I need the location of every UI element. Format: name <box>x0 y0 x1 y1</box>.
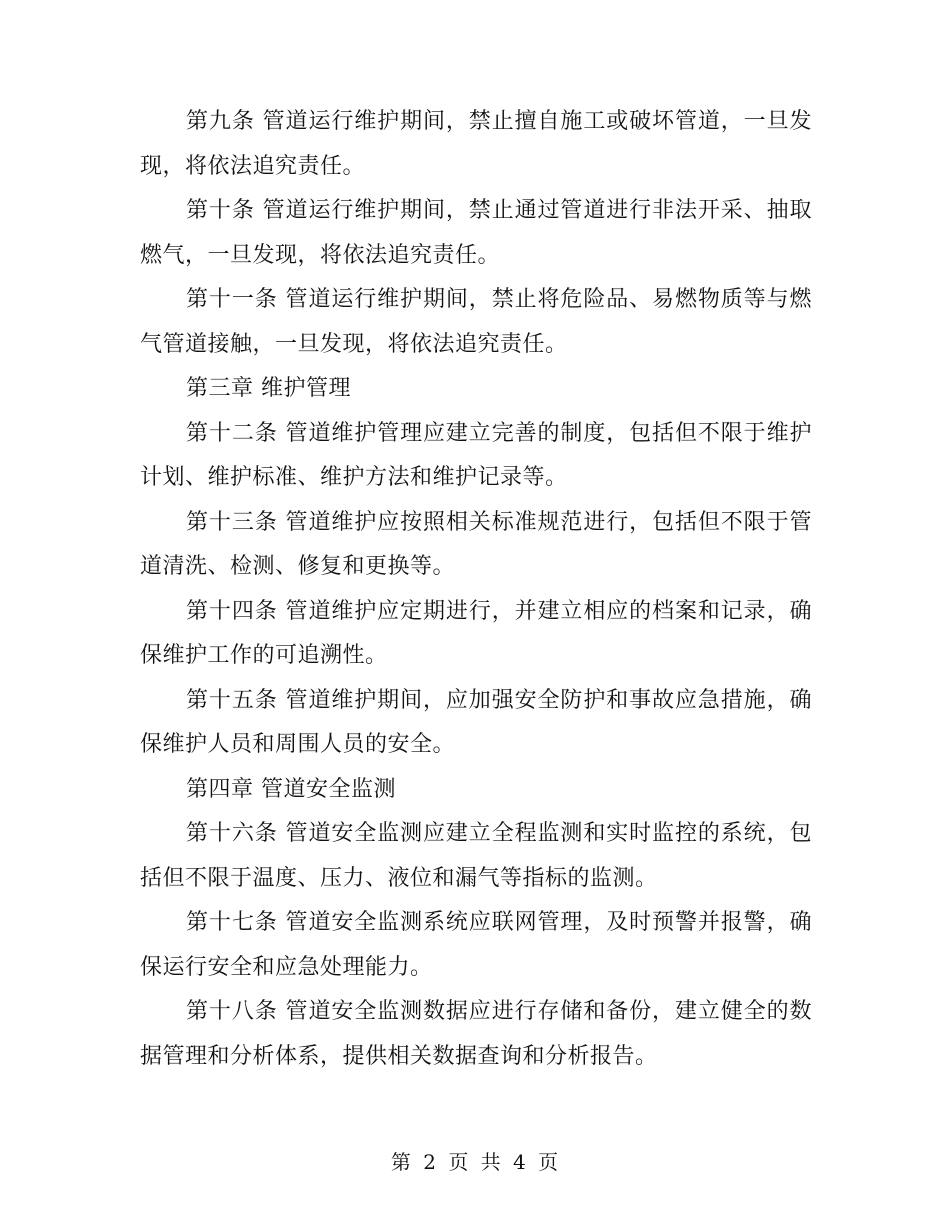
article-17: 第十七条 管道安全监测系统应联网管理，及时预警并报警，确保运行安全和应急处理能力。 <box>140 910 812 980</box>
article-16: 第十六条 管道安全监测应建立全程监测和实时监控的系统，包括但不限于温度、压力、液位和漏气等指标的监测。 <box>140 821 812 891</box>
article-12: 第十二条 管道维护管理应建立完善的制度，包括但不限于维护计划、维护标准、维护方法和维护记录等。 <box>140 420 812 490</box>
chapter-4-heading: 第四章 管道安全监测 <box>186 776 396 802</box>
article-11: 第十一条 管道运行维护期间，禁止将危险品、易燃物质等与燃气管道接触，一旦发现，将依法追究责任。 <box>140 287 812 357</box>
document-body <box>140 100 812 1079</box>
article-14: 第十四条 管道维护应定期进行，并建立相应的档案和记录，确保维护工作的可追溯性。 <box>140 598 812 668</box>
article-10: 第十条 管道运行维护期间，禁止通过管道进行非法开采、抽取燃气，一旦发现，将依法追究责任。 <box>140 198 812 268</box>
chapter-3-heading: 第三章 维护管理 <box>186 376 351 401</box>
page-number-footer: 第 2 页 共 4 页 <box>390 1150 560 1174</box>
article-13: 第十三条 管道维护应按照相关标准规范进行，包括但不限于管道清洗、检测、修复和更换等。 <box>140 509 812 579</box>
article-9: 第九条 管道运行维护期间，禁止擅自施工或破坏管道，一旦发现，将依法追究责任。 <box>140 109 812 179</box>
article-18: 第十八条 管道安全监测数据应进行存储和备份，建立健全的数据管理和分析体系，提供相关数据查询和分析报告。 <box>140 999 812 1069</box>
article-15: 第十五条 管道维护期间，应加强安全防护和事故应急措施，确保维护人员和周围人员的安全。 <box>140 687 812 757</box>
